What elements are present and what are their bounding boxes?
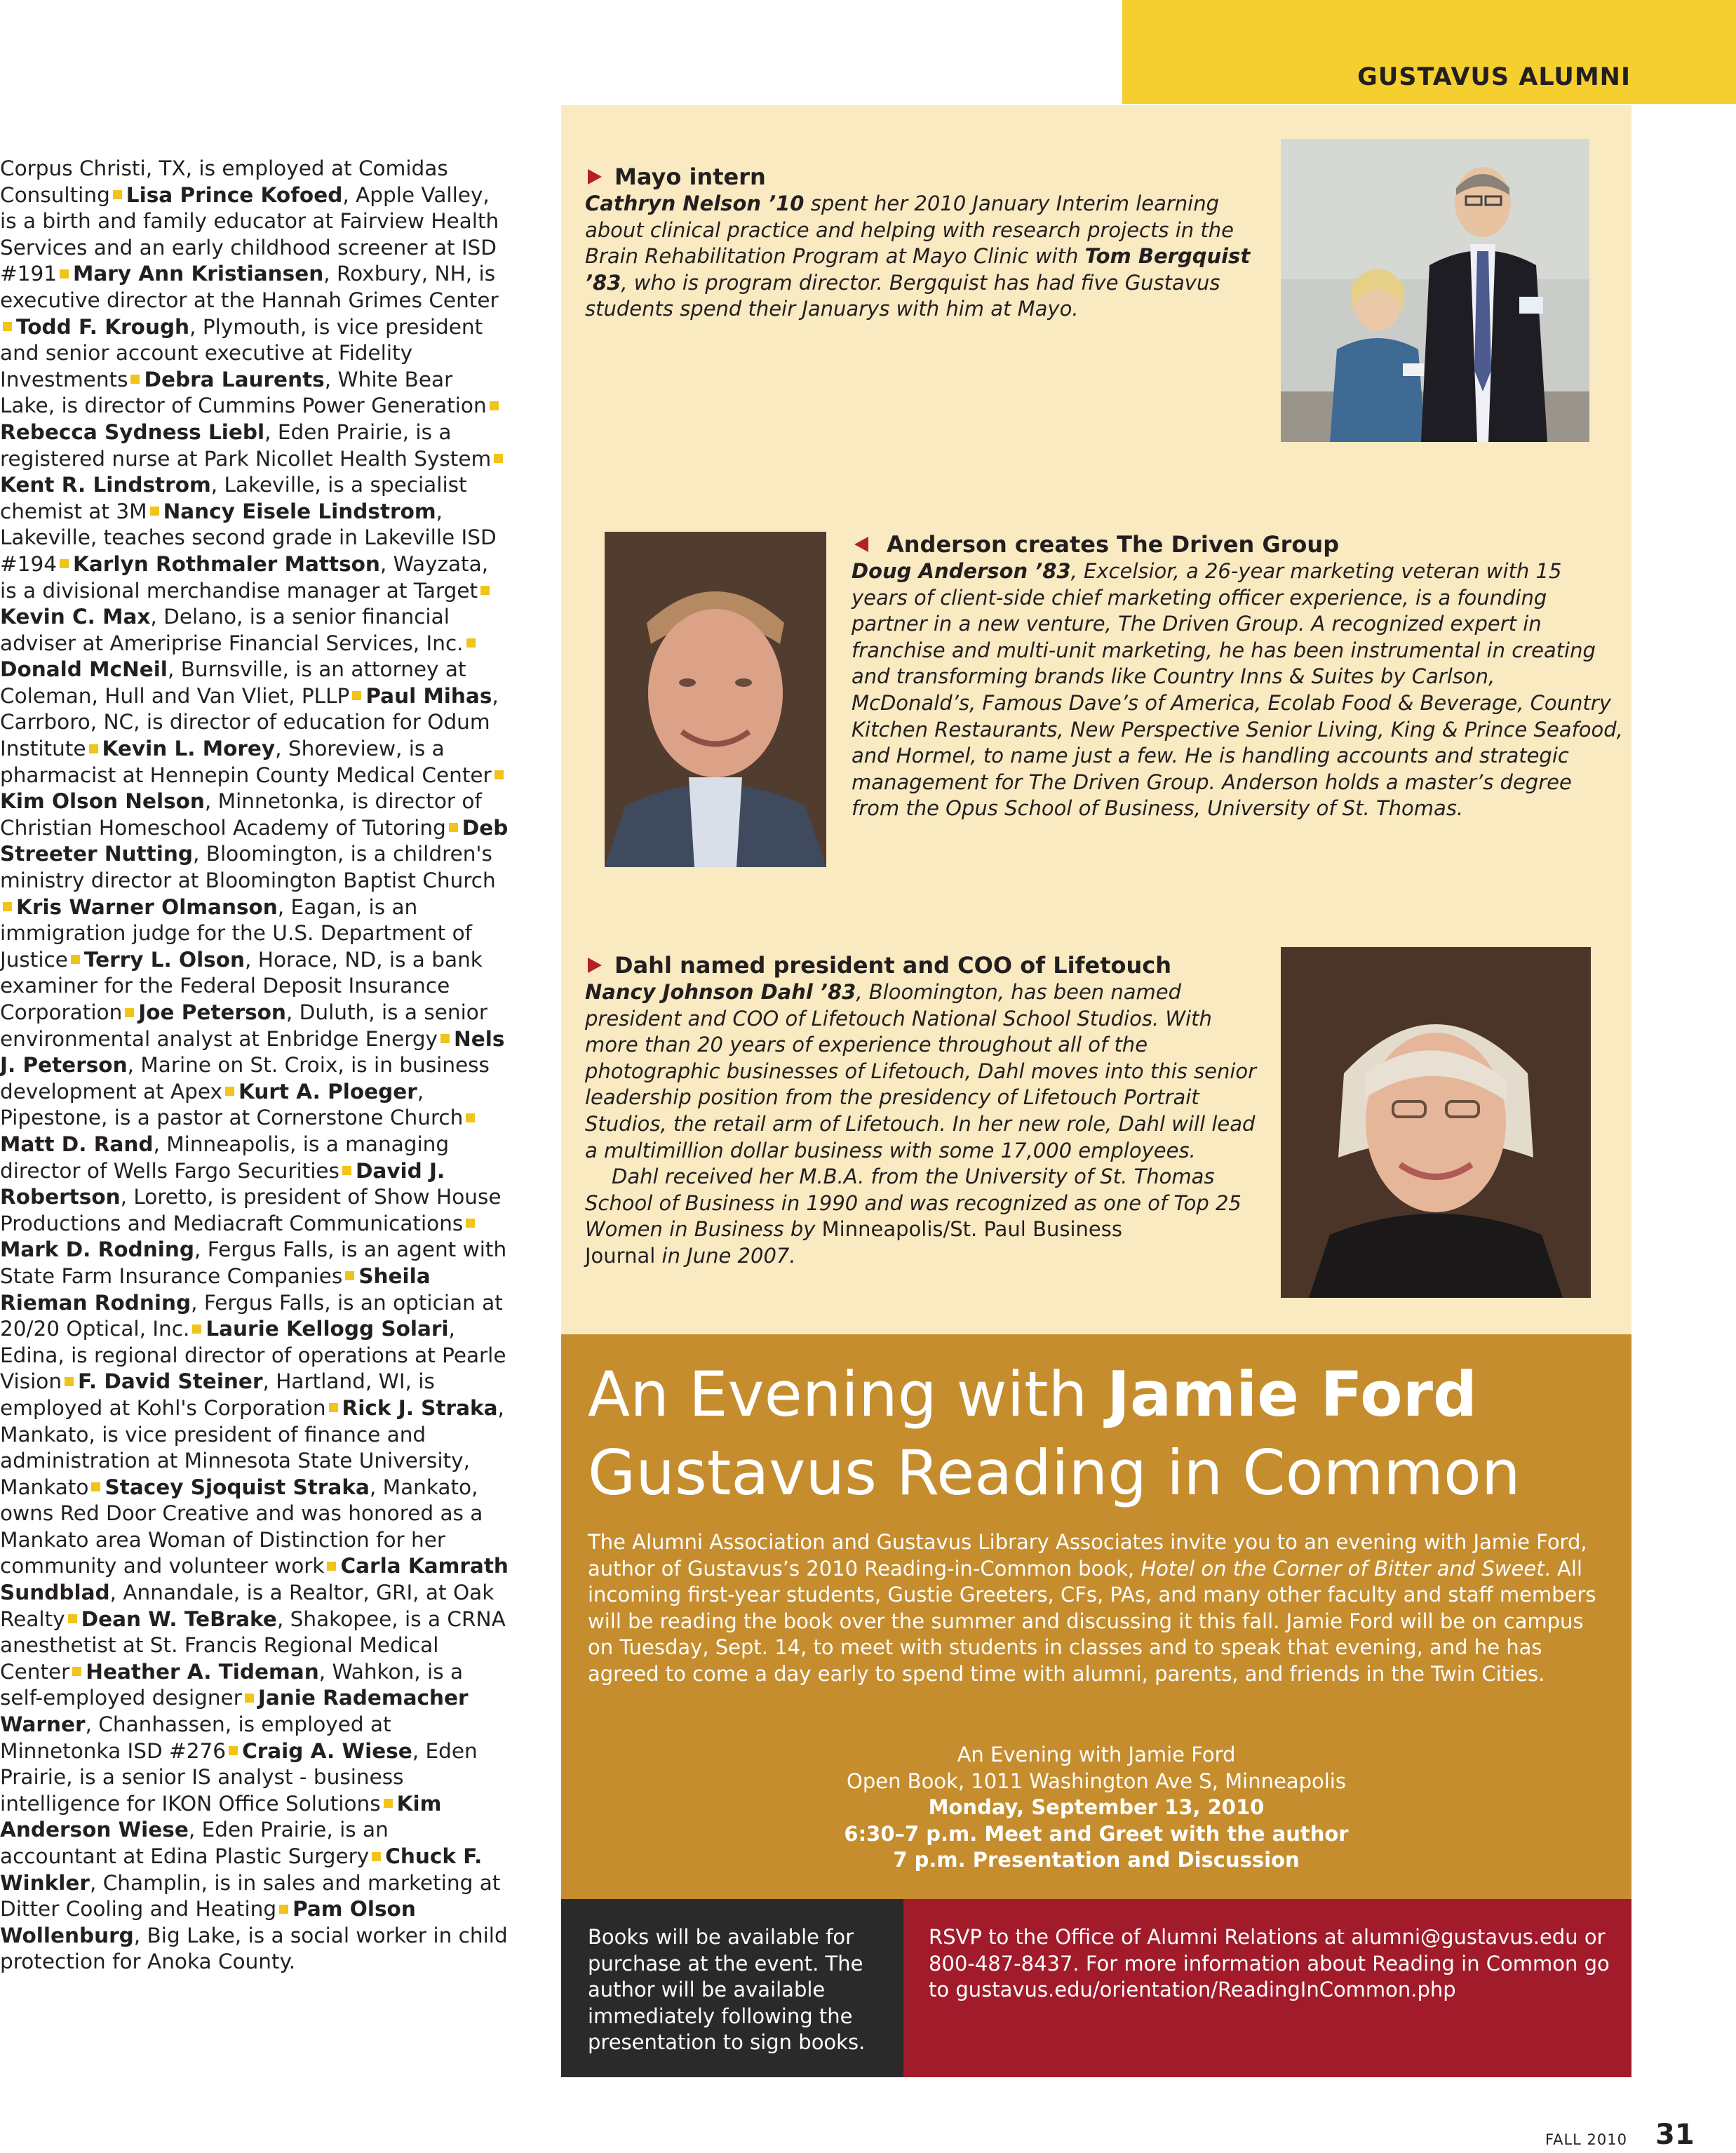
alumni-note: , Eagan, is an immigration judge for the U.S. Department of Justice — [0, 894, 473, 972]
alumni-note: , Lakeville, teaches second grade in Lakeville ISD #194 — [0, 499, 497, 576]
alumni-name: Laurie Kellogg Solari — [206, 1317, 449, 1341]
bullet-square-icon — [440, 1034, 450, 1043]
alumni-name: Craig A. Wiese — [242, 1738, 412, 1763]
story-text: Dahl received her M.B.A. from the University of St. Thomas School of Business in 1990 and was recognized as one of Top 25 Women in Business by — [585, 1165, 1242, 1242]
bullet-square-icon — [490, 401, 499, 410]
alumni-note: , Edina, is regional director of operations at Pearle Vision — [0, 1317, 506, 1394]
rsvp-note: RSVP to the Office of Alumni Relations at alumni@gustavus.edu or 800-487-8437. For more information about Reading in Common go to gustavus.edu/orientation/ReadingInCommon.php — [929, 1925, 1610, 2002]
alumni-name: Nels J. Peterson — [0, 1026, 505, 1078]
alumni-note: , White Bear Lake, is director of Cummins Power Generation — [0, 367, 487, 418]
bullet-square-icon — [3, 322, 12, 331]
story-body — [585, 1164, 1258, 1243]
arrow-left-icon — [854, 537, 868, 552]
alumni-note: , Marine on St. Croix, is in business development at Apex — [0, 1053, 490, 1104]
alumni-note: , Delano, is a senior financial adviser at Ameriprise Financial Services, Inc. — [0, 605, 464, 655]
alumni-name: Heather A. Tideman — [86, 1659, 319, 1684]
alumni-name: Deb Streeter Nutting — [0, 815, 509, 866]
page-number: 31 — [1655, 2119, 1695, 2151]
alumni-name: David J. Robertson — [0, 1158, 445, 1209]
alumni-note: , Wahkon, is a self-employed designer — [0, 1659, 464, 1710]
alumni-name: Paul Mihas — [365, 683, 492, 708]
alumni-name: Karlyn Rothmaler Mattson — [73, 551, 380, 576]
alumni-note: , Horace, ND, is a bank examiner for the Federal Deposit Insurance Corporation — [0, 947, 483, 1024]
bullet-square-icon — [329, 1403, 338, 1412]
bullet-square-icon — [192, 1324, 201, 1334]
alumni-name: Kevin L. Morey — [102, 737, 276, 761]
alumni-name: Kevin C. Max — [0, 605, 151, 629]
alumni-note: , Minnetonka, is director of Christian Homeschool Academy of Tutoring — [0, 789, 482, 840]
book-title: Hotel on the Corner of Bitter and Sweet — [1140, 1556, 1545, 1581]
alumni-name: Terry L. Olson — [83, 947, 245, 972]
bullet-square-icon — [113, 190, 122, 199]
bullet-square-icon — [229, 1746, 238, 1755]
bullet-square-icon — [345, 1271, 354, 1280]
event-author-name: Jamie Ford — [1107, 1358, 1477, 1430]
alumni-name: Mark D. Rodning — [0, 1238, 194, 1262]
photo-doug-anderson — [605, 532, 826, 867]
alumni-note: , Plymouth, is vice president and senior account executive at Fidelity Investments — [0, 314, 483, 391]
alumni-name: Stacey Sjoquist Straka — [105, 1475, 370, 1499]
alumni-name: Pam Olson Wollenburg — [0, 1897, 416, 1947]
bullet-square-icon — [150, 507, 159, 516]
alumni-name: Kim Olson Nelson — [0, 789, 205, 814]
alumni-name: Kurt A. Ploeger — [238, 1079, 417, 1104]
story-text: , Bloomington, has been named president and COO of Lifetouch National School Studios. With more than 20 years of experience throughout all of the photographic businesses of Lifetouch, Dahl moves into this senior leadership position from the presidency of Lifetouch Portrait Studios, the retail arm of Lifetouch. In her new role, Dahl will lead a multimillion dollar business with some 17,000 employees. — [585, 980, 1257, 1162]
section-label: GUSTAVUS ALUMNI — [1357, 63, 1631, 91]
bullet-square-icon — [60, 269, 69, 279]
bullet-square-icon — [327, 1562, 336, 1571]
alumni-name: Rick J. Straka — [342, 1395, 498, 1420]
photo-nelson-bergquist — [1281, 139, 1589, 442]
issue-label: FALL 2010 — [1545, 2131, 1627, 2148]
alumni-note: , Minneapolis, is a managing director of Wells Fargo Securities — [0, 1132, 450, 1183]
event-time-meet: 6:30–7 p.m. Meet and Greet with the author — [844, 1821, 1349, 1846]
alumni-note: , Champlin, is in sales and marketing at Ditter Cooling and Heating — [0, 1870, 501, 1921]
event-panel — [561, 1334, 1631, 1899]
event-description — [588, 1529, 1598, 1688]
event-date: Monday, September 13, 2010 — [928, 1795, 1265, 1820]
alumni-name: Lisa Prince Kofoed — [126, 182, 343, 207]
alumni-note: , Hartland, WI, is employed at Kohl's Corporation — [0, 1369, 435, 1420]
bullet-square-icon — [342, 1166, 351, 1175]
class-notes-column — [0, 156, 511, 1976]
bullet-square-icon — [372, 1852, 381, 1861]
arrow-right-icon — [588, 958, 602, 973]
alumni-note: , Fergus Falls, is an agent with State Farm Insurance Companies — [0, 1238, 507, 1288]
bullet-square-icon — [466, 638, 476, 648]
story-text: , Excelsior, a 26-year marketing veteran with 15 years of client-side chief marketing officer experience, is a founding partner in a new venture, The Driven Group. A recognized expert in franchise and multi-unit marketing, he has been instrumental in creating and transforming brands like Country Inns & Suites by Carlson, McDonald’s, Famous Dave’s of America, Ecolab Food & Beverage, Country Kitchen Restaurants, New Perspective Senior Living, King & Prince Seafood, and Hormel, to name just a few. He is handling accounts and strategic management for The Driven Group. Anderson holds a master’s degree from the Opus School of Business, University of St. Thomas. — [852, 559, 1623, 821]
alumni-note: , Pipestone, is a pastor at Cornerstone Church — [0, 1079, 464, 1130]
alumni-name: Kent R. Lindstrom — [0, 473, 211, 497]
event-details — [561, 1742, 1631, 1874]
bullet-square-icon — [130, 375, 140, 384]
story-anderson — [852, 530, 1623, 822]
rsvp-box — [903, 1899, 1631, 2077]
alumni-note: , Bloomington, is a children's ministry director at Bloomington Baptist Church — [0, 842, 496, 893]
event-name: An Evening with Jamie Ford — [957, 1743, 1236, 1766]
alumni-name: Janie Rademacher Warner — [0, 1686, 469, 1737]
bullet-square-icon — [245, 1693, 254, 1703]
alumni-name: Matt D. Rand — [0, 1132, 154, 1156]
alumni-note: , Roxbury, NH, is executive director at the Hannah Grimes Center — [0, 262, 499, 312]
bullet-square-icon — [71, 955, 80, 964]
bullet-square-icon — [89, 744, 98, 753]
event-title-line2: Gustavus Reading in Common — [588, 1437, 1521, 1509]
story-text: , who is program director. Bergquist has had five Gustavus students spend their Januarys with him at Mayo. — [585, 270, 1220, 321]
story-mayo-intern — [585, 163, 1258, 323]
bullet-square-icon — [72, 1667, 81, 1676]
alumni-name: Rebecca Sydness Liebl — [0, 420, 265, 444]
alumni-note: , Mankato, is vice president of finance and administration at Minnesota State University, Mankato — [0, 1395, 504, 1499]
alumni-note: , Big Lake, is a social worker in child protection for Anoka County. — [0, 1923, 508, 1974]
arrow-right-icon — [588, 169, 602, 185]
bullet-square-icon — [384, 1799, 393, 1808]
story-body — [852, 558, 1623, 822]
books-note-box — [561, 1899, 903, 2077]
event-time-presentation: 7 p.m. Presentation and Discussion — [893, 1848, 1300, 1872]
alumni-note: , Mankato, owns Red Door Creative and was honored as a Mankato area Woman of Distinction for her community and volunteer work — [0, 1475, 483, 1578]
bullet-square-icon — [352, 691, 361, 700]
story-body — [585, 191, 1258, 323]
publication-title: Journal — [585, 1243, 656, 1268]
event-text: . All incoming first-year students, Gustie Greeters, CFs, PAs, and many other faculty and staff members will be reading the book over the summer and discussing it this fall. Jamie Ford will be on campus on Tuesday, Sept. 14, to meet with students in classes and to speak that evening, and he has agreed to come a day early to spend time with alumni, parents, and friends in the Twin Cities. — [588, 1556, 1596, 1686]
alumni-note: , Lakeville, is a specialist chemist at 3M — [0, 473, 467, 523]
bullet-square-icon — [466, 1219, 475, 1228]
bullet-square-icon — [279, 1905, 288, 1914]
photo-nancy-dahl — [1281, 947, 1591, 1298]
event-title-line1 — [588, 1355, 1612, 1434]
headline-text: Anderson creates The Driven Group — [887, 531, 1340, 558]
event-text: The Alumni Association and Gustavus Library Associates invite you to an evening with Jamie Ford, author of Gustavus’s 2010 Reading-in-Common book, — [588, 1530, 1587, 1581]
alumni-name: Cathryn Nelson ’10 — [585, 192, 805, 215]
story-body — [585, 979, 1258, 1164]
alumni-note: , Duluth, is a senior environmental analyst at Enbridge Energy — [0, 1000, 487, 1051]
alumni-name: Chuck F. Winkler — [0, 1844, 483, 1895]
event-venue: Open Book, 1011 Washington Ave S, Minneapolis — [847, 1769, 1346, 1793]
event-title — [588, 1355, 1612, 1513]
bullet-square-icon — [480, 586, 490, 595]
alumni-note: , Loretto, is president of Show House Productions and Mediacraft Communications — [0, 1185, 502, 1235]
story-headline — [585, 163, 1258, 191]
alumni-note: , Carrboro, NC, is director of education for Odum Institute — [0, 683, 499, 761]
alumni-name: Mary Ann Kristiansen — [73, 262, 324, 286]
alumni-note: Corpus Christi, TX, is employed at Comidas Consulting — [0, 156, 448, 207]
story-dahl — [585, 951, 1258, 1270]
alumni-name: Doug Anderson ’83 — [852, 559, 1071, 583]
story-headline — [585, 951, 1258, 979]
alumni-name: Carla Kamrath Sundblad — [0, 1554, 509, 1605]
bullet-square-icon — [449, 823, 458, 832]
alumni-note: , Eden Prairie, is a senior IS analyst - business intelligence for IKON Office Solutions — [0, 1738, 478, 1816]
alumni-note: , Burnsville, is an attorney at Coleman, Hull and Van Vliet, PLLP — [0, 657, 466, 708]
bullet-square-icon — [494, 454, 503, 463]
story-text: spent her 2010 January Interim learning about clinical practice and helping with research projects in the Brain Rehabilitation Program at Mayo Clinic with — [585, 192, 1234, 269]
headline-text: Dahl named president and COO of Lifetouch — [614, 952, 1172, 979]
alumni-name: Debra Laurents — [144, 367, 325, 391]
books-note: Books will be available for purchase at the event. The author will be available immediately following the presentation to sign books. — [588, 1925, 866, 2055]
alumni-note: , Eden Prairie, is a registered nurse at Park Nicollet Health System — [0, 420, 492, 471]
alumni-note: , Apple Valley, is a birth and family educator at Fairview Health Services and an early childhood screener at ISD #191 — [0, 182, 499, 286]
alumni-name: Sheila Rieman Rodning — [0, 1263, 431, 1315]
alumni-note: , Wayzata, is a divisional merchandise manager at Target — [0, 551, 489, 603]
bullet-square-icon — [91, 1482, 100, 1491]
bullet-square-icon — [225, 1087, 234, 1096]
alumni-note: , Chanhassen, is employed at Minnetonka ISD #276 — [0, 1712, 391, 1763]
publication-title: Minneapolis/St. Paul Business — [821, 1217, 1122, 1242]
alumni-note: , Fergus Falls, is an optician at 20/20 Optical, Inc. — [0, 1290, 503, 1341]
bullet-square-icon — [68, 1614, 77, 1623]
alumni-name: Nancy Johnson Dahl ’83 — [585, 980, 856, 1004]
story-headline — [852, 530, 1623, 558]
headline-text: Mayo intern — [614, 163, 766, 190]
alumni-name: Todd F. Krough — [16, 314, 190, 339]
alumni-note: , Eden Prairie, is an accountant at Edina Plastic Surgery — [0, 1818, 389, 1868]
alumni-note: , Annandale, is a Realtor, GRI, at Oak Realty — [0, 1581, 494, 1631]
alumni-name: Kris Warner Olmanson — [16, 894, 278, 919]
alumni-name: Dean W. TeBrake — [81, 1607, 277, 1631]
bullet-square-icon — [65, 1377, 74, 1386]
story-body — [585, 1243, 1258, 1270]
bullet-square-icon — [3, 902, 12, 911]
alumni-name: Joe Peterson — [138, 1000, 286, 1024]
alumni-note: , Shakopee, is a CRNA anesthetist at St. Francis Regional Medical Center — [0, 1607, 506, 1684]
alumni-name: Kim Anderson Wiese — [0, 1791, 442, 1842]
bullet-square-icon — [125, 1008, 134, 1017]
alumni-note: , Shoreview, is a pharmacist at Hennepin County Medical Center — [0, 737, 492, 787]
bullet-square-icon — [466, 1113, 475, 1122]
story-text: in June 2007. — [655, 1243, 796, 1268]
alumni-name: Donald McNeil — [0, 657, 168, 682]
alumni-name: F. David Steiner — [78, 1369, 263, 1394]
alumni-name: Nancy Eisele Lindstrom — [163, 499, 436, 523]
alumni-name: Tom Bergquist ’83 — [585, 244, 1251, 295]
bullet-square-icon — [60, 559, 69, 568]
bullet-square-icon — [494, 770, 504, 779]
event-title-prefix: An Evening with — [588, 1358, 1108, 1430]
